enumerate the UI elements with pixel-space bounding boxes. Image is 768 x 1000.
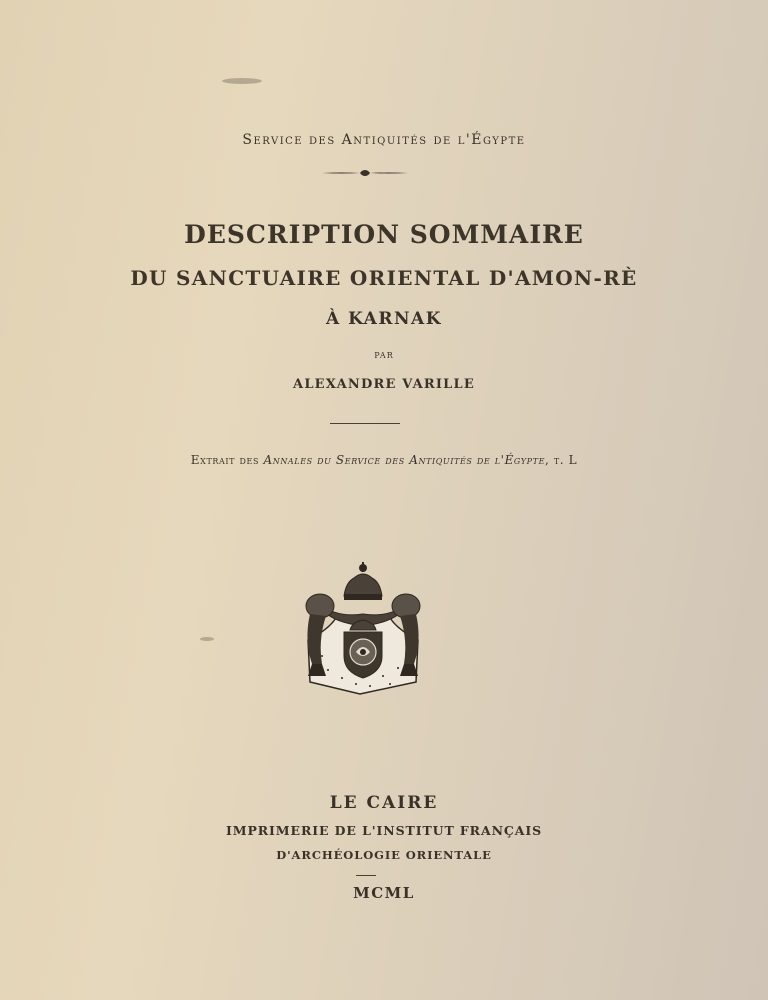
extract-prefix: Extrait des: [190, 453, 260, 467]
by-label: par: [374, 348, 394, 361]
short-rule: [356, 875, 376, 876]
volume-number: , t. L: [545, 453, 578, 467]
imprint-city: LE CAIRE: [329, 793, 439, 813]
paper-stain: [200, 637, 214, 641]
ornament-divider-icon: [322, 169, 408, 177]
printer-name-line-2: D'ARCHÉOLOGIE ORIENTALE: [276, 848, 492, 862]
royal-coat-of-arms-icon: [298, 560, 428, 700]
series-name: Service des Antiquités de l'Égypte: [242, 132, 526, 148]
paper-stain: [222, 78, 262, 84]
publication-year: MCML: [353, 884, 415, 902]
extract-note: [0, 453, 768, 467]
title-line-1: DESCRIPTION SOMMAIRE: [184, 220, 584, 249]
divider-rule: [330, 423, 400, 424]
journal-title: Annales du Service des Antiquités de l'Égypte: [263, 453, 546, 467]
author-name: ALEXANDRE VARILLE: [293, 377, 475, 392]
printer-name-line-1: IMPRIMERIE DE L'INSTITUT FRANÇAIS: [225, 823, 543, 838]
title-line-2: DU SANCTUAIRE ORIENTAL D'AMON-RÈ: [130, 266, 638, 290]
title-line-3: À KARNAK: [325, 309, 443, 329]
